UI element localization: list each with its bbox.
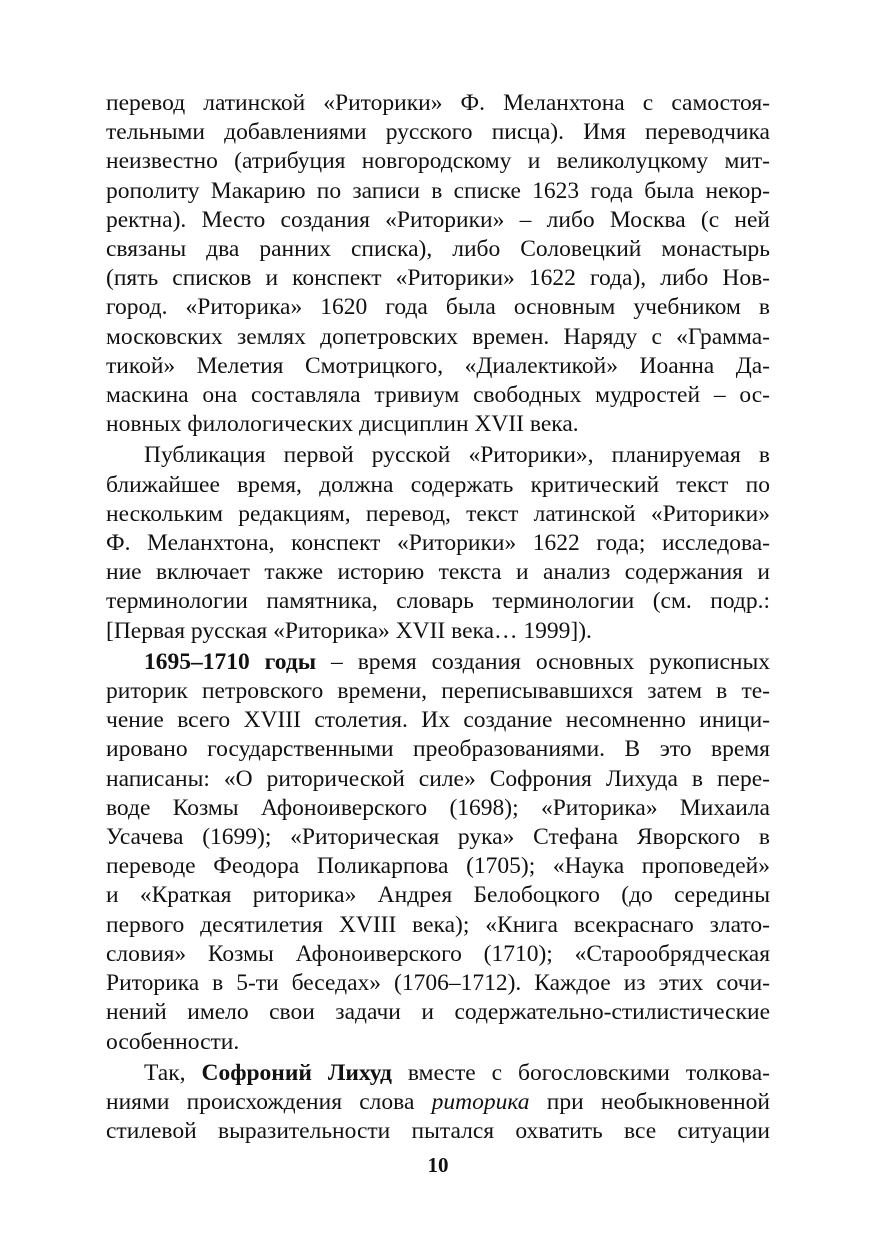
paragraph-1 (106, 89, 770, 439)
text-line: написаны: «О риторической силе» Софрония Лихуда в пере- (106, 765, 770, 792)
text-line: переводе Феодора Поликарпова (1705); «Наука проповедей» (106, 853, 770, 880)
paragraph-4 (106, 1059, 770, 1147)
text-line (106, 1059, 770, 1088)
text-line: маскина она составляла тривиум свободных мудростей – ос- (106, 382, 770, 409)
text-line (106, 648, 770, 677)
text-line: терминологии памятника, словарь терминологии (см. подр.: (106, 588, 770, 615)
text-line (106, 1088, 770, 1117)
text-line: словия» Козмы Афоноиверского (1710); «Старообрядческая (106, 940, 770, 967)
text-line: особенности. (106, 1028, 240, 1055)
page-body (106, 89, 770, 1146)
text-line: рополиту Макарию по записи в списке 1623 года была некор- (106, 177, 770, 204)
text-line: тикой» Мелетия Смотрицкого, «Диалектикой» Иоанна Да- (106, 352, 770, 379)
text-line: Риторика в 5-ти беседах» (1706–1712). Каждое из этих сочи- (106, 970, 770, 997)
text-line: [Первая русская «Риторика» XVII века… 1999]). (106, 617, 592, 644)
lead-rest: – время создания основных рукописных (316, 648, 770, 675)
text-line: ближайшее время, должна содержать критический текст по (106, 471, 770, 498)
text-line: нений имело свои задачи и содержательно-стилистические (106, 999, 770, 1026)
text-run: Так, (144, 1059, 202, 1086)
paragraph-3 (106, 648, 770, 1057)
text-line: Усачева (1699); «Риторическая рука» Стефана Яворского в (106, 824, 770, 851)
text-line: (пять списков и конспект «Риторики» 1622 года), либо Нов- (106, 265, 770, 292)
italic-term: риторика (431, 1088, 530, 1115)
text-line: неизвестно (атрибуция новгородскому и великолуцкому мит- (106, 148, 770, 175)
text-run: вместе с богословскими толкова- (391, 1059, 770, 1086)
text-line: чение всего XVIII столетия. Их создание несомненно иници- (106, 707, 770, 734)
text-line: нескольким редакциям, перевод, текст латинской «Риторики» (106, 500, 770, 527)
text-line: Публикация первой русской «Риторики», планируемая в (144, 442, 770, 469)
bold-lead: 1695–1710 годы (144, 648, 317, 675)
text-line: город. «Риторика» 1620 года была основным учебником в (106, 294, 770, 321)
page-number: 10 (427, 1153, 449, 1177)
text-line: тельными добавлениями русского писца). Имя переводчика (106, 119, 770, 146)
text-run: при необыкновенной (529, 1088, 770, 1115)
text-line: Ф. Меланхтона, конспект «Риторики» 1622 года; исследова- (106, 530, 770, 557)
bold-name: Софроний Лихуд (201, 1059, 392, 1086)
text-run: ниями происхождения слова (106, 1088, 432, 1115)
text-line: ректна). Место создания «Риторики» – либо Москва (с ней (106, 206, 770, 233)
text-line: новных филологических дисциплин XVII века. (106, 411, 579, 438)
text-line: московских землях допетровских времен. Наряду с «Грамма- (106, 323, 770, 350)
text-line: стилевой выразительности пытался охватить все ситуации (106, 1118, 770, 1145)
text-line: связаны два ранних списка), либо Соловецкий монастырь (106, 236, 770, 263)
paragraph-2 (106, 441, 770, 645)
text-line: ировано государственными преобразованиями. В это время (106, 736, 770, 763)
text-line: риторик петровского времени, переписывавшихся затем в те- (106, 678, 770, 705)
text-line: и «Краткая риторика» Андрея Белобоцкого (до середины (106, 882, 770, 909)
text-line: перевод латинской «Риторики» Ф. Меланхтона с самостоя- (106, 90, 770, 116)
text-line: воде Козмы Афоноиверского (1698); «Риторика» Михаила (106, 794, 770, 821)
text-line: ние включает также историю текста и анализ содержания и (106, 559, 770, 586)
text-line: первого десятилетия XVIII века); «Книга всекраснаго злато- (106, 911, 770, 938)
